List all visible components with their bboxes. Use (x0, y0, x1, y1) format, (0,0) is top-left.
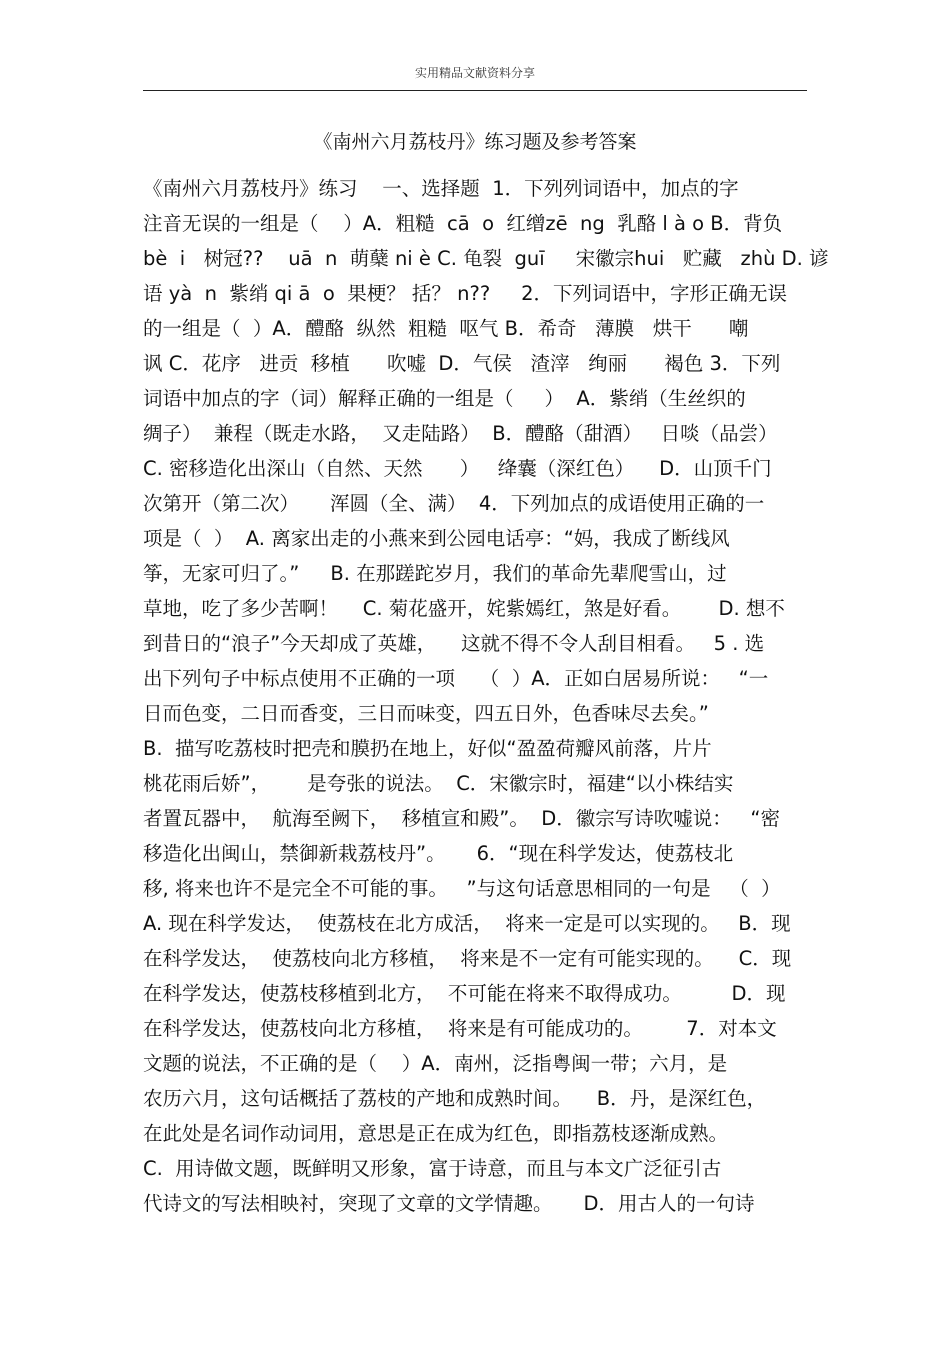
body-line: 筝，无家可归了。” B. 在那蹉跎岁月，我们的革命先辈爬雪山，过 (143, 562, 727, 585)
body-line: 出下列句子中标点使用不正确的一项 （ ）A．正如白居易所说： “一 (143, 667, 769, 690)
body-line: 到昔日的“浪子”今天却成了英雄， 这就不得不令人刮目相看。 5 . 选 (143, 632, 765, 655)
body-line: 桃花雨后娇”， 是夸张的说法。 C．宋徽宗时，福建“以小株结实 (143, 772, 734, 795)
body-line: C. 密移造化出深山（自然、天然 ） 绛囊（深红色） D．山顶千门 (143, 457, 772, 480)
body-line: 文题的说法，不正确的是（ ）A．南州，泛指粤闽一带；六月，是 (143, 1052, 728, 1075)
body-line: 农历六月，这句话概括了荔枝的产地和成熟时间。 B．丹，是深红色， (143, 1087, 767, 1110)
body-line: 词语中加点的字（词）解释正确的一组是（ ） A．紫绡（生丝织的 (143, 387, 746, 410)
body-line: 项是（ ） A. 离家出走的小燕来到公园电话亭：“妈，我成了断线风 (143, 527, 730, 550)
body-line: 移, 将来也许不是完全不可能的事。 ”与这句话意思相同的一句是 （ ） (143, 877, 781, 900)
body-line: B. 描写吃荔枝时把壳和膜扔在地上，好似“盈盈荷瓣风前落，片片 (143, 737, 712, 760)
header-divider (143, 90, 807, 91)
body-line: 绸子） 兼程（既走水路， 又走陆路） B．醴酪（甜酒） 日啖（品尝） (143, 422, 778, 445)
body-line: 在此处是名词作动词用，意思是正在成为红色，即指荔枝逐渐成熟。 (143, 1122, 729, 1145)
body-line: 代诗文的写法相映衬，突现了文章的文学情趣。 D．用古人的一句诗 (143, 1192, 755, 1215)
body-line: 《南州六月荔枝丹》练习 一、选择题 1．下列列词语中，加点的字 (143, 177, 739, 200)
body-line: 讽 C．花序 进贡 移植 吹嘘 D．气侯 渣滓 绚丽 褐色 3．下列 (143, 352, 781, 375)
page-header: 实用精品文献资料分享 (414, 66, 535, 80)
body-line: 日而色变，二日而香变，三日而味变，四五日外，色香味尽去矣。” (143, 702, 709, 725)
body-line: A. 现在科学发达， 使荔枝在北方成活， 将来一定是可以实现的。 B．现 (143, 912, 791, 935)
body-line: 草地，吃了多少苦啊！ C. 菊花盛开，姹紫嫣红，煞是好看。 D. 想不 (143, 597, 785, 620)
body-line: C. 用诗做文题，既鲜明又形象，富于诗意，而且与本文广泛征引古 (143, 1157, 722, 1180)
body-line: 在科学发达，使荔枝移植到北方， 不可能在将来不取得成功。 D．现 (143, 982, 786, 1005)
body-line: 在科学发达，使荔枝向北方移植， 将来是有可能成功的。 7．对本文 (143, 1017, 777, 1040)
body-line: 者置瓦器中， 航海至阙下， 移植宣和殿”。 D．徽宗写诗吹嘘说： “密 (143, 807, 781, 830)
body-line: 在科学发达， 使荔枝向北方移植， 将来是不一定有可能实现的。 C．现 (143, 947, 792, 970)
body-line: 语 yà n 紫绡 qi ā o 果梗？ 括？ n?? 2．下列词语中，字形正确无误 (143, 282, 788, 305)
document-body (143, 171, 829, 1221)
body-line: 移造化出闽山，禁御新栽荔枝丹”。 6．“现在科学发达，使荔枝北 (143, 842, 734, 865)
body-line: 次第开（第二次） 浑圆（全、满） 4．下列加点的成语使用正确的一 (143, 492, 765, 515)
body-line: bè i 树冠?? uā n 萌蘖 ni è C. 龟裂 guī 宋徽宗hui 贮藏 zhù D. 谚 (143, 247, 829, 270)
body-line: 的一组是（ ）A．醴酪 纵然 粗糙 呕气 B．希奇 薄膜 烘干 嘲 (143, 317, 749, 340)
body-line: 注音无误的一组是（ ）A．粗糙 cā o 红缯zē ng 乳酪 l à o B．背负 (143, 212, 783, 235)
document-title: 《南州六月荔枝丹》练习题及参考答案 (313, 131, 637, 153)
